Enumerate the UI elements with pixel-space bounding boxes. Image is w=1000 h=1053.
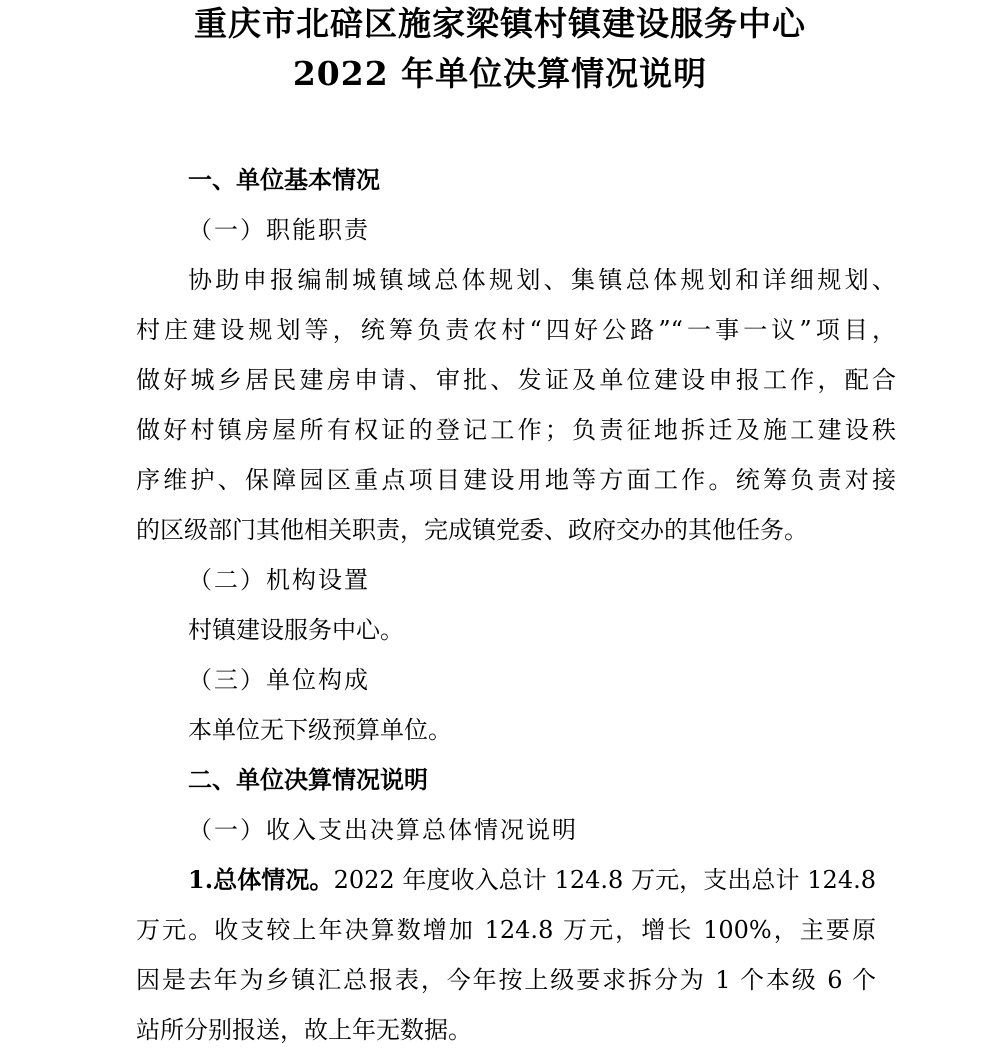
section1-sub3-heading: （三）单位构成 — [188, 666, 370, 694]
paragraph-line: 万元。收支较上年决算数增加 124.8 万元，增长 100%，主要原 — [136, 916, 876, 944]
paragraph-line: 因是去年为乡镇汇总报表，今年按上级要求拆分为 1 个本级 6 个 — [136, 966, 876, 994]
section1-sub3-text: 本单位无下级预算单位。 — [188, 716, 452, 744]
paragraph-line: 做好村镇房屋所有权证的登记工作；负责征地拆迁及施工建设秩 — [136, 416, 896, 444]
paragraph-line — [188, 863, 876, 897]
paragraph-line: 的区级部门其他相关职责，完成镇党委、政府交办的其他任务。 — [136, 516, 808, 544]
section2-heading: 二、单位决算情况说明 — [188, 765, 428, 794]
document-title-line2: 2022 年单位决算情况说明 — [292, 54, 708, 93]
paragraph-line: 协助申报编制城镇域总体规划、集镇总体规划和详细规划、 — [188, 266, 896, 294]
overall-line1-text: 2022 年度收入总计 124.8 万元，支出总计 124.8 — [333, 866, 876, 894]
document-title-line1: 重庆市北碚区施家梁镇村镇建设服务中心 — [194, 4, 806, 43]
section1-sub1-heading: （一）职能职责 — [188, 216, 370, 244]
paragraph-line: 站所分别报送，故上年无数据。 — [136, 1016, 472, 1044]
paragraph-line: 做好城乡居民建房申请、审批、发证及单位建设申报工作，配合 — [136, 366, 896, 394]
section1-sub2-heading: （二）机构设置 — [188, 566, 370, 594]
section2-sub1-heading: （一）收入支出决算总体情况说明 — [188, 816, 578, 844]
section1-heading: 一、单位基本情况 — [188, 165, 380, 194]
overall-lead: 1.总体情况。 — [188, 865, 334, 894]
section1-sub2-text: 村镇建设服务中心。 — [188, 616, 404, 644]
paragraph-line: 序维护、保障园区重点项目建设用地等方面工作。统筹负责对接 — [136, 466, 896, 494]
paragraph-line: 村庄建设规划等，统筹负责农村“四好公路”“一事一议”项目， — [136, 316, 896, 344]
